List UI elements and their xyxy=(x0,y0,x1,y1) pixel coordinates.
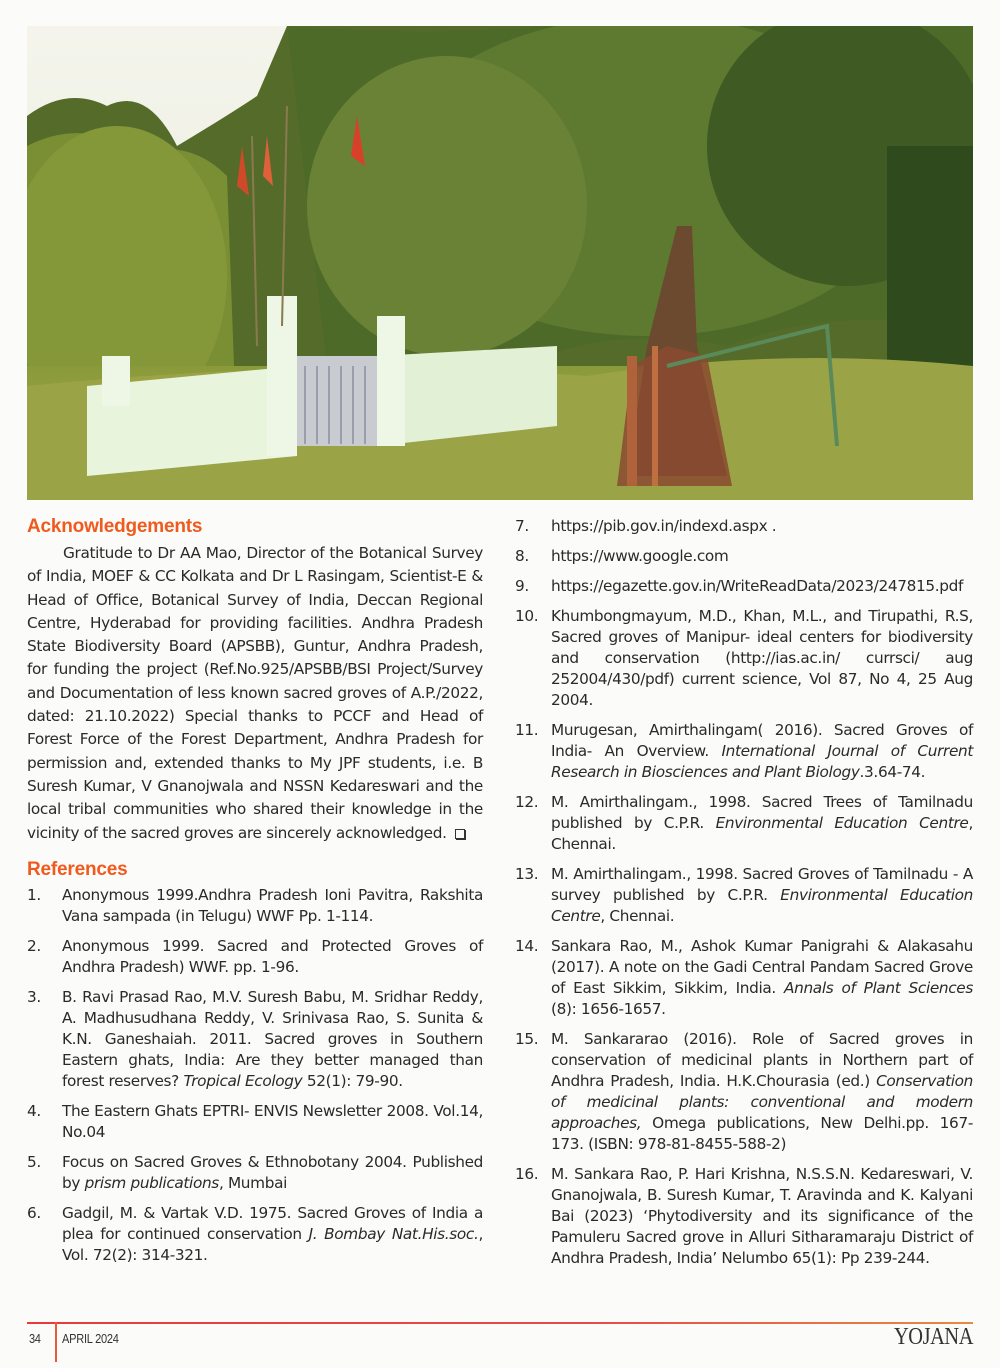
references-list-right xyxy=(515,516,973,1269)
reference-italic-title: Tropical Ecology xyxy=(183,1071,303,1090)
reference-number: 8. xyxy=(515,547,529,565)
reference-text-part: Anonymous 1999.Andhra Pradesh Ioni Pavitra, Rakshita Vana sampada (in Telugu) WWF Pp. 1-114. xyxy=(62,885,483,925)
reference-number: 6. xyxy=(27,1203,41,1222)
reference-text xyxy=(62,1152,483,1194)
reference-item xyxy=(27,885,483,927)
reference-item xyxy=(515,606,973,711)
acknowledgements-heading: Acknowledgements xyxy=(27,516,203,537)
references-heading: References xyxy=(27,858,128,880)
reference-text xyxy=(62,1101,483,1143)
magazine-name: YOJANA xyxy=(893,1324,973,1350)
reference-item xyxy=(27,1101,483,1143)
reference-text-part: https://www.google.com xyxy=(551,547,729,565)
reference-text xyxy=(62,1203,483,1266)
reference-italic-title: Annals of Plant Sciences xyxy=(784,979,973,997)
reference-item xyxy=(515,792,973,855)
reference-number: 11. xyxy=(515,721,539,739)
reference-text-part: Anonymous 1999. Sacred and Protected Groves of Andhra Pradesh) WWF. pp. 1-96. xyxy=(62,936,483,976)
reference-italic-title: prism publications xyxy=(84,1173,219,1192)
reference-item xyxy=(515,576,973,597)
reference-italic-title: J. Bombay Nat.His.soc. xyxy=(308,1224,479,1243)
reference-text-part: , Chennai. xyxy=(600,907,675,925)
reference-text-part: https://egazette.gov.in/WriteReadData/2023/247815.pdf xyxy=(551,577,964,595)
reference-text-part: , Vol. 72(2): 314-321. xyxy=(62,1224,483,1264)
reference-number: 2. xyxy=(27,936,41,955)
reference-text xyxy=(62,885,483,927)
end-of-article-mark-icon xyxy=(455,829,465,839)
reference-number: 7. xyxy=(515,517,529,535)
reference-item xyxy=(515,546,973,567)
acknowledgements-text xyxy=(27,542,483,845)
reference-text-part: (8): 1656-1657. xyxy=(551,1000,666,1018)
issue-date: APRIL 2024 xyxy=(62,1331,119,1346)
reference-item xyxy=(27,1203,483,1266)
reference-text xyxy=(551,576,973,597)
reference-item xyxy=(515,936,973,1020)
reference-number: 13. xyxy=(515,865,539,883)
reference-text xyxy=(62,936,483,978)
left-column xyxy=(27,516,483,1275)
page-number: 34 xyxy=(29,1331,41,1346)
reference-text-part: .3.64-74. xyxy=(859,763,926,781)
reference-text-part: B. Ravi Prasad Rao, M.V. Suresh Babu, M. Sridhar Reddy, A. Madhusudhana Reddy, V. Srinivasa Rao, S. Sunita & K.N. Ganeshaiah. 2011. Sacred groves in Southern Eastern ghats, India: Are they better managed than forest reserves? xyxy=(62,987,483,1090)
reference-text-part: Omega publications, New Delhi.pp. 167-173. (ISBN: 978-81-8455-588-2) xyxy=(551,1114,973,1153)
reference-text-part: M. Sankararao (2016). Role of Sacred groves in conservation of medicinal plants in Northern part of Andhra Pradesh, India. H.K.Chourasia (ed.) xyxy=(551,1030,973,1090)
reference-number: 15. xyxy=(515,1030,539,1048)
reference-text xyxy=(551,720,973,783)
reference-text-part: Gadgil, M. & Vartak V.D. 1975. Sacred Groves of India a plea for continued conservation xyxy=(62,1203,483,1243)
reference-text xyxy=(551,936,973,1020)
reference-text xyxy=(62,987,483,1092)
reference-italic-title: International Journal of Current Research in Biosciences and Plant Biology xyxy=(551,742,973,781)
reference-text-part: https://pib.gov.in/indexd.aspx . xyxy=(551,517,777,535)
acknowledgements-body: Gratitude to Dr AA Mao, Director of the Botanical Survey of India, MOEF & CC Kolkata and Dr L Rasingam, Scientist-E & Head of Office, Botanical Survey of India, Deccan Regional Centre, Hyderabad for providing facilities. Andhra Pradesh State Biodiversity Board (APSBB), Guntur, Andhra Pradesh, for funding the project (Ref.No.925/APSBB/BSI Project/Survey and Documentation of less known sacred groves of A.P./2022, dated: 21.10.2022) Special thanks to PCCF and Head of Forest Force of the Forest Department, Andhra Pradesh for permission and, extended thanks to My JPF students, i.e. B Suresh Kumar, V Gnanojwala and NSSN Kedareswari and the local tribal communities who shared their knowledge in the vicinity of the sacred groves are sincerely acknowledged. xyxy=(27,544,483,842)
reference-text xyxy=(551,546,973,567)
reference-text xyxy=(551,864,973,927)
reference-number: 4. xyxy=(27,1101,41,1120)
reference-item xyxy=(27,1152,483,1194)
reference-item xyxy=(515,720,973,783)
reference-text xyxy=(551,792,973,855)
reference-text-part: 52(1): 79-90. xyxy=(302,1071,403,1090)
reference-italic-title: Environmental Education Centre xyxy=(715,814,969,832)
reference-text-part: M. Amirthalingam., 1998. Sacred Groves of Tamilnadu - A survey published by C.P.R. xyxy=(551,865,973,904)
footer-rule xyxy=(27,1322,973,1324)
reference-item xyxy=(27,936,483,978)
reference-number: 9. xyxy=(515,577,529,595)
reference-text xyxy=(551,516,973,537)
reference-item xyxy=(515,1029,973,1155)
reference-number: 5. xyxy=(27,1152,41,1171)
reference-number: 16. xyxy=(515,1165,539,1183)
reference-text xyxy=(551,1029,973,1155)
reference-text-part: M. Sankara Rao, P. Hari Krishna, N.S.S.N. Kedareswari, V. Gnanojwala, B. Suresh Kumar, T. Aravinda and K. Kalyani Bai (2023) ‘Phytodiversity and its significance of the Pamuleru Sacred grove in Alluri Sitharamaraju District of Andhra Pradesh, India’ Nelumbo 65(1): Pp 239-244. xyxy=(551,1165,973,1267)
right-column xyxy=(515,516,973,1278)
reference-text-part: Khumbongmayum, M.D., Khan, M.L., and Tirupathi, R.S, Sacred groves of Manipur- ideal centers for biodiversity and conservation (http://ias.ac.in/ currsci/ aug 252004/430/pdf) current science, Vol 87, No 4, 25 Aug 2004. xyxy=(551,607,973,709)
reference-text xyxy=(551,606,973,711)
reference-text-part: The Eastern Ghats EPTRI- ENVIS Newsletter 2008. Vol.14, No.04 xyxy=(62,1101,483,1141)
reference-text xyxy=(551,1164,973,1269)
reference-number: 1. xyxy=(27,885,41,904)
reference-italic-title: Conservation of medicinal plants: conventional and modern approaches, xyxy=(551,1072,973,1132)
sacred-grove-photo xyxy=(27,26,973,500)
footer-divider xyxy=(55,1322,57,1362)
references-list-left xyxy=(27,885,483,1266)
reference-text-part: Focus on Sacred Groves & Ethnobotany 2004. Published by xyxy=(62,1152,483,1192)
reference-item xyxy=(27,987,483,1092)
reference-number: 12. xyxy=(515,793,539,811)
sacred-grove-illustration xyxy=(27,26,973,500)
reference-text-part: Sankara Rao, M., Ashok Kumar Panigrahi & Alakasahu (2017). A note on the Gadi Central Pandam Sacred Grove of East Sikkim, Sikkim, India. xyxy=(551,937,973,997)
reference-item xyxy=(515,1164,973,1269)
reference-number: 3. xyxy=(27,987,41,1006)
reference-number: 10. xyxy=(515,607,539,625)
reference-text-part: Murugesan, Amirthalingam( 2016). Sacred Groves of India- An Overview. xyxy=(551,721,973,760)
reference-number: 14. xyxy=(515,937,539,955)
reference-text-part: , Chennai. xyxy=(551,814,973,853)
reference-text-part: M. Amirthalingam., 1998. Sacred Trees of Tamilnadu published by C.P.R. xyxy=(551,793,973,832)
reference-item xyxy=(515,864,973,927)
reference-italic-title: Environmental Education Centre xyxy=(551,886,973,925)
reference-item xyxy=(515,516,973,537)
reference-text-part: , Mumbai xyxy=(218,1173,287,1192)
